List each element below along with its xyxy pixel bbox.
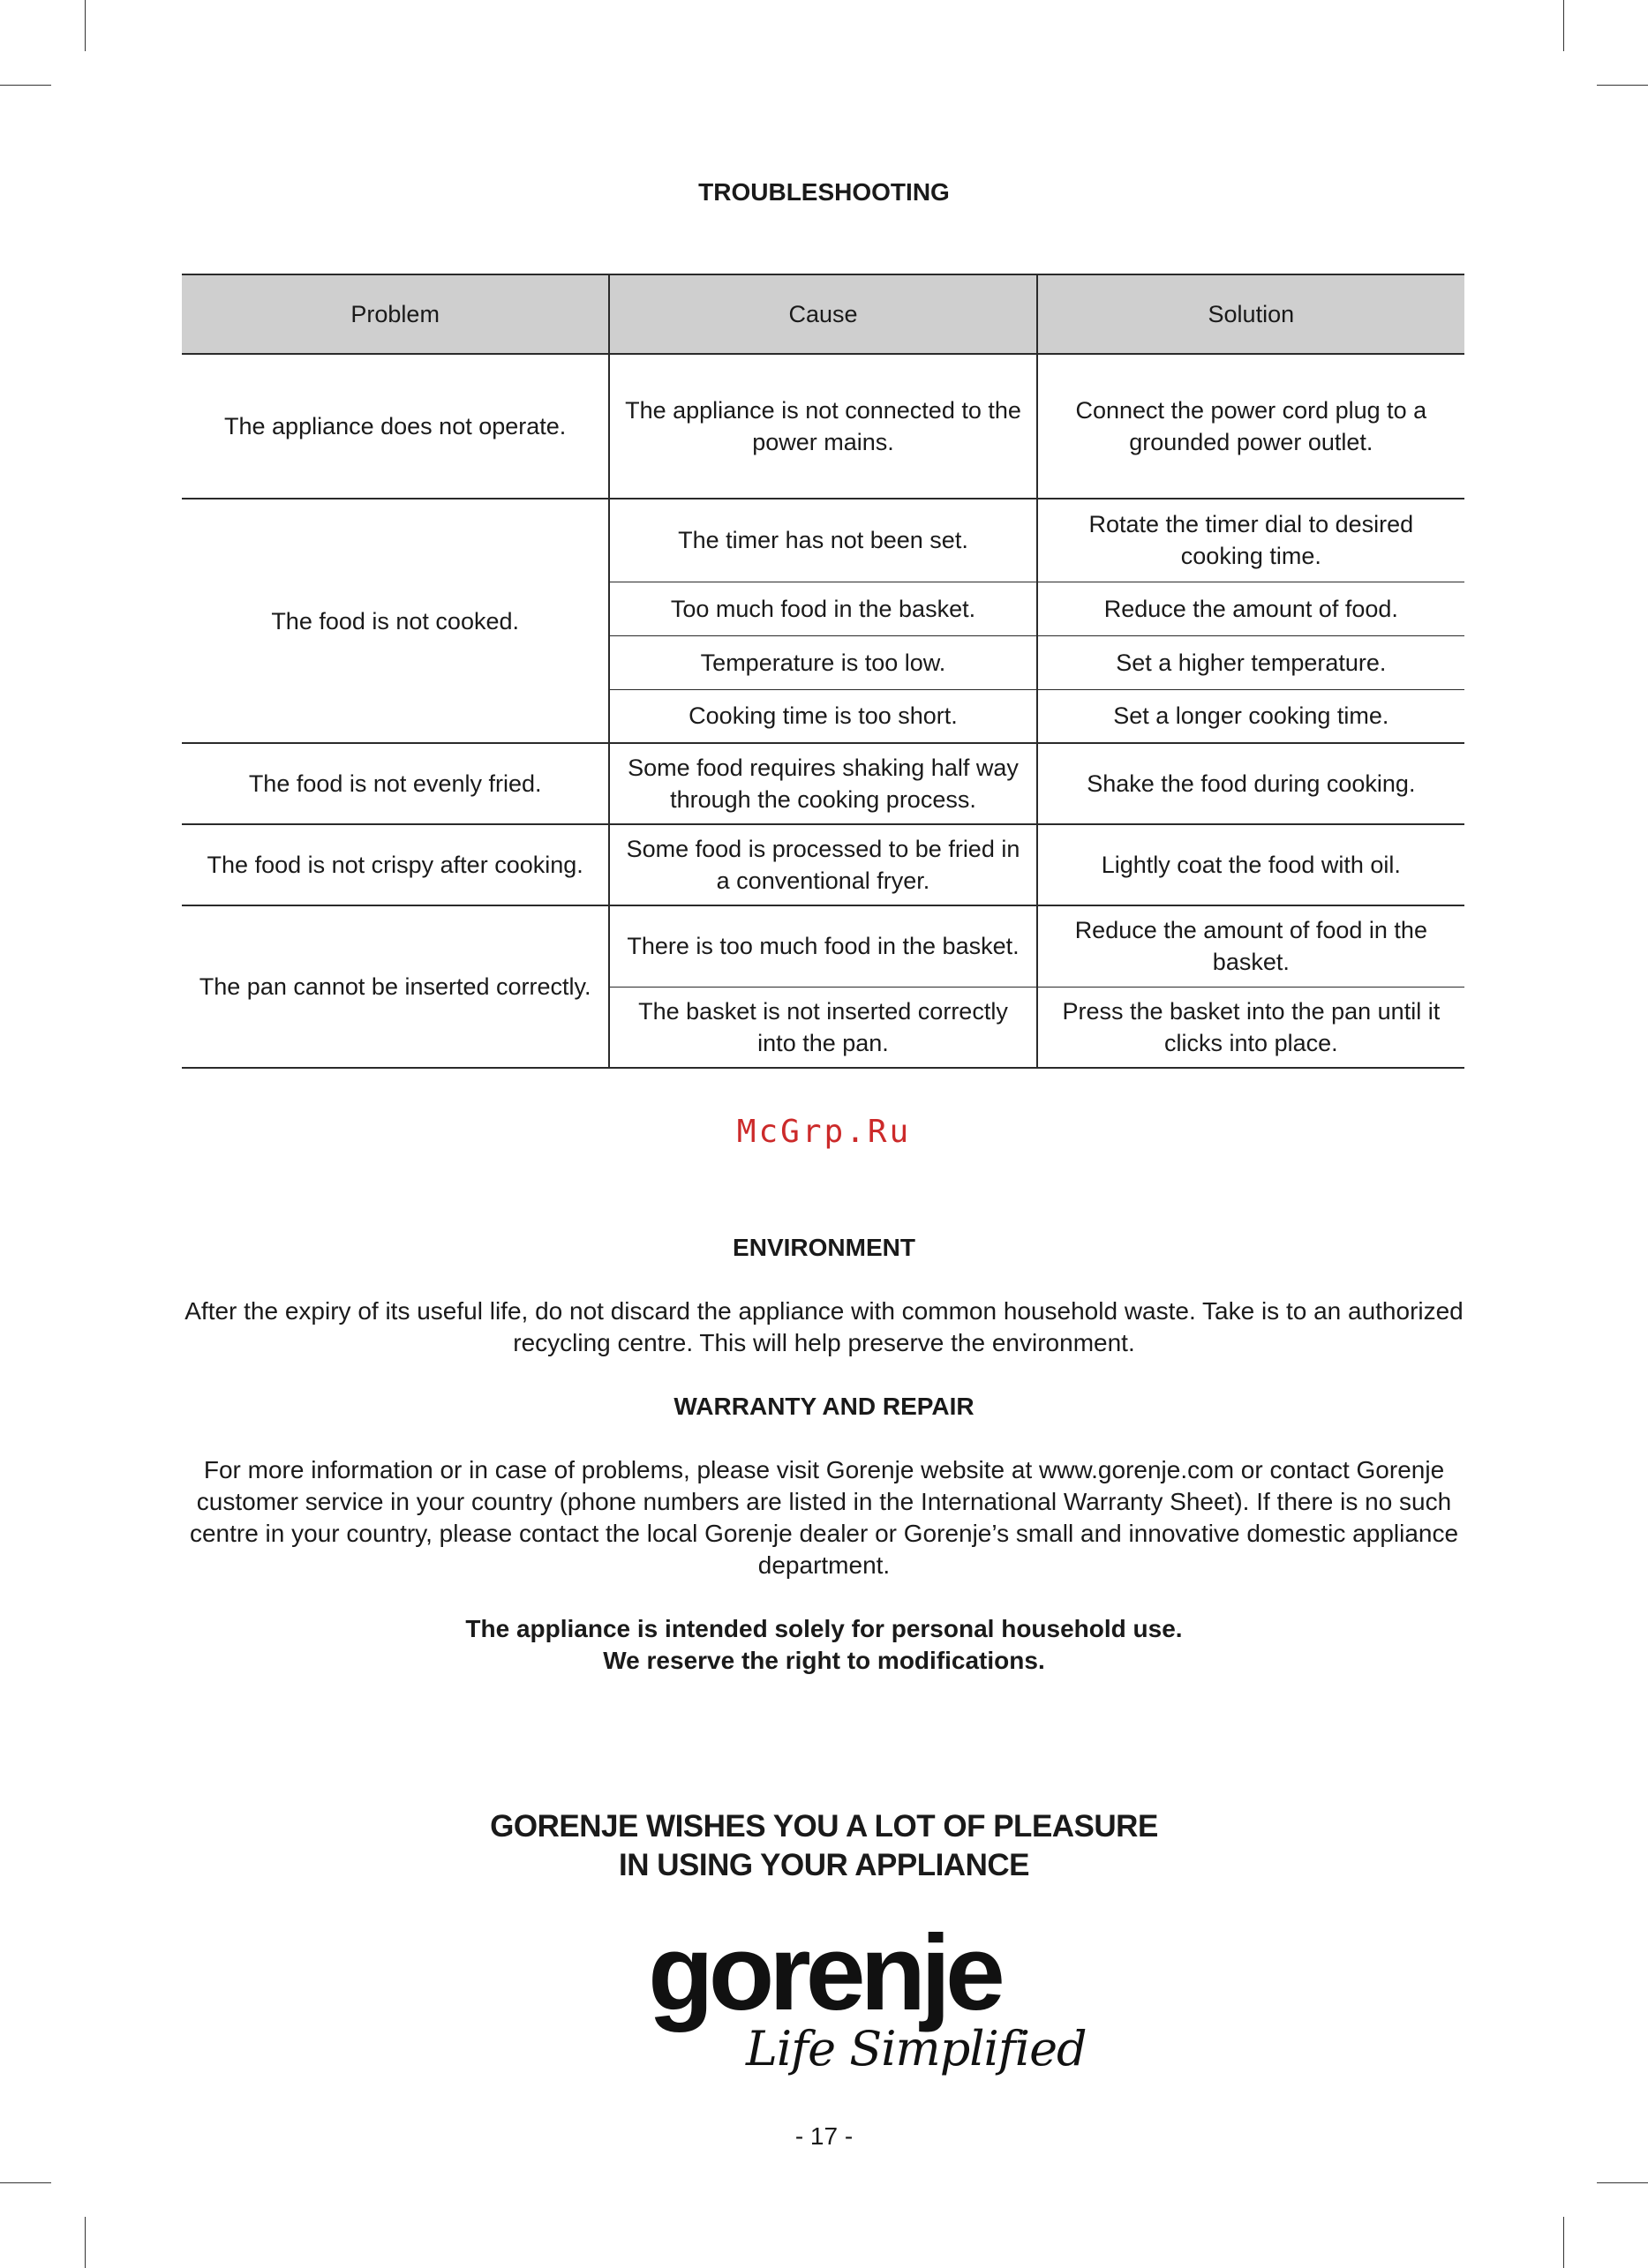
cause-cell: Cooking time is too short.	[609, 689, 1036, 743]
usage-notice	[177, 1613, 1471, 1677]
cause-cell: Too much food in the basket.	[609, 582, 1036, 635]
crop-mark	[1597, 85, 1648, 86]
table-row	[182, 905, 1464, 987]
crop-mark	[0, 85, 51, 86]
troubleshooting-table	[182, 274, 1464, 1069]
crop-mark	[85, 2217, 86, 2268]
closing-line: IN USING YOUR APPLIANCE	[619, 1848, 1029, 1882]
solution-cell: Set a higher temperature.	[1037, 635, 1464, 689]
solution-cell: Press the basket into the pan until it clicks into place.	[1037, 987, 1464, 1068]
table-row	[182, 354, 1464, 499]
solution-cell: Rotate the timer dial to desired cooking time.	[1037, 499, 1464, 582]
solution-cell: Set a longer cooking time.	[1037, 689, 1464, 743]
table-row	[182, 824, 1464, 905]
solution-cell: Shake the food during cooking.	[1037, 743, 1464, 824]
closing-message	[0, 1807, 1648, 1885]
watermark-link[interactable]: McGrp.Ru	[736, 1114, 912, 1150]
modifications-notice-line: We reserve the right to modifications.	[603, 1647, 1045, 1674]
brand-tagline: Life Simplified	[746, 2021, 1087, 2076]
table-row	[182, 743, 1464, 824]
cause-cell: The basket is not inserted correctly into the pan.	[609, 987, 1036, 1068]
cause-cell: Some food is processed to be fried in a conventional fryer.	[609, 824, 1036, 905]
cause-cell: The appliance is not connected to the power mains.	[609, 354, 1036, 499]
crop-mark	[1563, 2217, 1564, 2268]
header-solution: Solution	[1037, 274, 1464, 354]
crop-mark	[1597, 2182, 1648, 2183]
page-number: - 17 -	[794, 2122, 854, 2150]
solution-cell: Connect the power cord plug to a grounded power outlet.	[1037, 354, 1464, 499]
usage-notice-line: The appliance is intended solely for personal household use.	[465, 1615, 1183, 1642]
crop-mark	[0, 2182, 51, 2183]
cause-cell: Temperature is too low.	[609, 635, 1036, 689]
crop-mark	[1563, 0, 1564, 51]
table-row	[182, 499, 1464, 582]
solution-cell: Lightly coat the food with oil.	[1037, 824, 1464, 905]
troubleshooting-title: TROUBLESHOOTING	[698, 178, 950, 206]
table-header-row	[182, 274, 1464, 354]
problem-cell: The food is not cooked.	[182, 499, 609, 743]
problem-cell: The food is not evenly fried.	[182, 743, 609, 824]
cause-cell: Some food requires shaking half way through the cooking process.	[609, 743, 1036, 824]
solution-cell: Reduce the amount of food in the basket.	[1037, 905, 1464, 987]
cause-cell: The timer has not been set.	[609, 499, 1036, 582]
closing-line: GORENJE WISHES YOU A LOT OF PLEASURE	[490, 1809, 1158, 1844]
header-problem: Problem	[182, 274, 609, 354]
environment-title: ENVIRONMENT	[733, 1234, 915, 1261]
cause-cell: There is too much food in the basket.	[609, 905, 1036, 987]
gorenje-logo: gorenje	[648, 1912, 1000, 2032]
header-cause: Cause	[609, 274, 1036, 354]
environment-text: After the expiry of its useful life, do not discard the appliance with common household waste. Take is to an authorized recycling centre. This will help preserve the environment.	[184, 1297, 1464, 1356]
problem-cell: The pan cannot be inserted correctly.	[182, 905, 609, 1068]
problem-cell: The appliance does not operate.	[182, 354, 609, 499]
warranty-title: WARRANTY AND REPAIR	[673, 1393, 975, 1420]
warranty-text: For more information or in case of problems, please visit Gorenje website at www.gorenje.com or contact Gorenje customer service in your country (phone numbers are listed in the International Warranty Sheet). If there is no such centre in your country, please contact the local Gorenje dealer or Gorenje’s small and innovative domestic appliance department.	[189, 1456, 1459, 1579]
problem-cell: The food is not crispy after cooking.	[182, 824, 609, 905]
solution-cell: Reduce the amount of food.	[1037, 582, 1464, 635]
crop-mark	[85, 0, 86, 51]
